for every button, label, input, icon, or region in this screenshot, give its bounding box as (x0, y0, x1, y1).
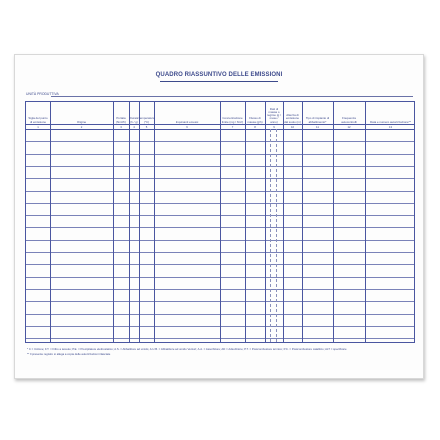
column-header: Altezza di emissione dal suolo (m) (284, 113, 301, 124)
column-header: Tipo di impianto di abbattimento* (305, 116, 330, 124)
production-unit-label: UNITÀ PRODUTTIVA (26, 92, 59, 96)
column-divider (333, 102, 334, 342)
column-header: Durata (h / g) (129, 116, 139, 124)
column-header: Frequenza autocontrolli (341, 116, 357, 124)
column-number: 6 (186, 124, 188, 129)
column-divider (265, 102, 266, 342)
column-divider (283, 102, 284, 342)
column-divider (113, 102, 114, 342)
column-header: Temperatura (°C) (138, 116, 155, 124)
column-divider (365, 102, 366, 342)
column-number: 12 (347, 124, 351, 129)
column-number: 11 (316, 124, 319, 129)
column-header: Dati di massa o regime (g / mese / anno) (267, 106, 281, 124)
column-number: 4 (133, 124, 135, 129)
column-divider (154, 102, 155, 342)
column-divider (302, 102, 303, 342)
column-number: 7 (231, 124, 234, 129)
form-sheet (14, 54, 424, 379)
column-number: 8 (254, 124, 256, 129)
footnote-2: ** Il presente registro si allega a copia delle autorizzazioni rilasciate (27, 351, 111, 356)
column-number: 13 (388, 124, 393, 129)
column-divider (50, 102, 51, 342)
column-number: 10 (290, 124, 295, 129)
footnotes (27, 347, 412, 356)
column-number: 2 (80, 124, 83, 129)
column-header: Origine (76, 119, 87, 124)
production-unit-line (51, 96, 413, 97)
mass-subcolumn-divider (270, 129, 271, 342)
column-header: Flusso di massa (g/h) (247, 116, 263, 124)
column-header: Inquinanti emessi (175, 119, 199, 124)
title-underline (160, 81, 278, 82)
form-title: QUADRO RIASSUNTIVO DELLE EMISSIONI (155, 72, 283, 78)
column-header: Portata (Nm³/h) (116, 116, 126, 124)
column-divider (245, 102, 246, 342)
column-divider (220, 102, 221, 342)
column-number: 1 (37, 124, 39, 129)
column-header: Data e numero autorizzazione** (370, 119, 411, 124)
footnote-1: * C = Ciclone; F.T. = Filtro a tessuto; P.E. = Precipitatore elettrostatico; A.S. = Abbattitore ad umido; A.U.B. = Abbattitore ad umido Venturi; A.A. = Assorbitore; AD = Adsorbitore; P.T. = Postcombustore termico; P.C. = Postcombustore catalitico; ALT = specificare (27, 347, 347, 351)
column-header: Sigla del punto di emissione (28, 116, 48, 124)
column-number: 3 (120, 124, 122, 129)
mass-subcolumn-divider (276, 129, 277, 342)
column-header: Concentrazione limite (mg / Nm³) (221, 116, 244, 124)
column-divider (129, 102, 130, 342)
column-number: 9 (273, 124, 275, 129)
column-number: 5 (145, 124, 148, 129)
emissions-table (25, 101, 415, 343)
column-divider (139, 102, 140, 342)
